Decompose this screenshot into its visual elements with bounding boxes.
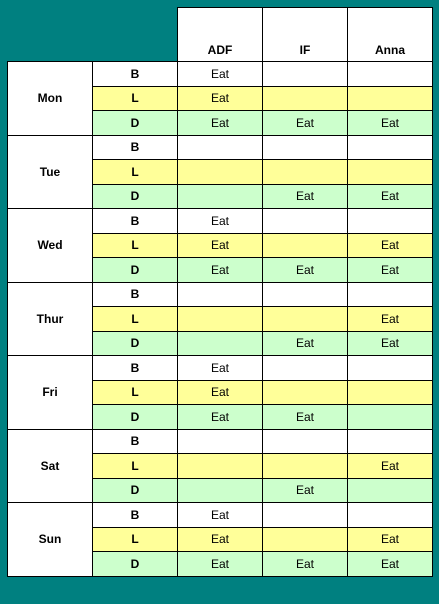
schedule-cell[interactable] <box>263 380 348 405</box>
schedule-cell[interactable] <box>348 356 433 381</box>
table-row <box>8 429 433 454</box>
schedule-cell[interactable]: Eat <box>348 331 433 356</box>
table-row <box>8 62 433 87</box>
meal-label[interactable]: B <box>93 135 178 160</box>
meal-label[interactable]: D <box>93 331 178 356</box>
schedule-cell[interactable]: Eat <box>348 111 433 136</box>
day-label-mon: Mon <box>8 62 93 136</box>
meal-label[interactable]: L <box>93 527 178 552</box>
schedule-cell[interactable] <box>263 135 348 160</box>
meal-label[interactable]: B <box>93 356 178 381</box>
schedule-cell[interactable] <box>348 405 433 430</box>
schedule-cell[interactable] <box>263 282 348 307</box>
schedule-cell[interactable]: Eat <box>348 307 433 332</box>
day-label-tue: Tue <box>8 135 93 209</box>
meal-label[interactable]: L <box>93 307 178 332</box>
schedule-cell[interactable]: Eat <box>178 86 263 111</box>
meal-label[interactable]: D <box>93 111 178 136</box>
schedule-cell[interactable] <box>263 429 348 454</box>
schedule-cell[interactable] <box>178 135 263 160</box>
column-header-adf: ADF <box>178 8 263 62</box>
meal-label[interactable]: D <box>93 405 178 430</box>
schedule-cell[interactable]: Eat <box>348 454 433 479</box>
schedule-cell[interactable]: Eat <box>263 111 348 136</box>
meal-label[interactable]: B <box>93 282 178 307</box>
schedule-cell[interactable]: Eat <box>178 258 263 283</box>
schedule-cell[interactable]: Eat <box>348 184 433 209</box>
schedule-cell[interactable]: Eat <box>178 111 263 136</box>
schedule-cell[interactable] <box>263 307 348 332</box>
schedule-cell[interactable]: Eat <box>178 233 263 258</box>
schedule-cell[interactable] <box>263 160 348 185</box>
meal-label[interactable]: L <box>93 160 178 185</box>
schedule-cell[interactable] <box>263 503 348 528</box>
schedule-cell[interactable] <box>263 454 348 479</box>
table-row <box>8 209 433 234</box>
schedule-cell[interactable]: Eat <box>263 184 348 209</box>
schedule-cell[interactable] <box>348 135 433 160</box>
table-row <box>8 356 433 381</box>
day-label-fri: Fri <box>8 356 93 430</box>
schedule-cell[interactable] <box>263 86 348 111</box>
schedule-cell[interactable] <box>178 282 263 307</box>
schedule-cell[interactable]: Eat <box>178 62 263 87</box>
schedule-cell[interactable] <box>263 356 348 381</box>
meal-label[interactable]: B <box>93 62 178 87</box>
schedule-cell[interactable]: Eat <box>178 356 263 381</box>
schedule-cell[interactable]: Eat <box>178 209 263 234</box>
schedule-cell[interactable]: Eat <box>178 380 263 405</box>
schedule-cell[interactable]: Eat <box>178 527 263 552</box>
meal-label[interactable]: D <box>93 478 178 503</box>
schedule-cell[interactable]: Eat <box>178 503 263 528</box>
meal-label[interactable]: L <box>93 454 178 479</box>
schedule-cell[interactable]: Eat <box>263 258 348 283</box>
corner-cell <box>8 8 178 62</box>
table-row <box>8 503 433 528</box>
day-label-thur: Thur <box>8 282 93 356</box>
schedule-cell[interactable] <box>348 160 433 185</box>
schedule-cell[interactable]: Eat <box>348 233 433 258</box>
schedule-cell[interactable]: Eat <box>263 552 348 577</box>
header-row <box>8 8 433 62</box>
schedule-cell[interactable] <box>178 331 263 356</box>
schedule-cell[interactable]: Eat <box>348 258 433 283</box>
schedule-cell[interactable] <box>348 209 433 234</box>
meal-label[interactable]: D <box>93 184 178 209</box>
schedule-cell[interactable] <box>178 160 263 185</box>
meal-label[interactable]: D <box>93 258 178 283</box>
schedule-cell[interactable] <box>348 380 433 405</box>
meal-label[interactable]: B <box>93 503 178 528</box>
schedule-cell[interactable] <box>178 184 263 209</box>
schedule-cell[interactable]: Eat <box>263 331 348 356</box>
meal-label[interactable]: B <box>93 429 178 454</box>
column-header-anna: Anna <box>348 8 433 62</box>
meal-label[interactable]: L <box>93 380 178 405</box>
meal-label[interactable]: B <box>93 209 178 234</box>
schedule-cell[interactable] <box>178 454 263 479</box>
schedule-cell[interactable] <box>263 62 348 87</box>
day-label-sun: Sun <box>8 503 93 577</box>
meal-label[interactable]: L <box>93 86 178 111</box>
schedule-cell[interactable]: Eat <box>263 478 348 503</box>
schedule-cell[interactable] <box>178 429 263 454</box>
schedule-cell[interactable] <box>263 209 348 234</box>
schedule-cell[interactable]: Eat <box>348 552 433 577</box>
meal-schedule-table <box>7 7 433 577</box>
schedule-cell[interactable]: Eat <box>178 405 263 430</box>
column-header-if: IF <box>263 8 348 62</box>
day-label-sat: Sat <box>8 429 93 503</box>
table-row <box>8 282 433 307</box>
schedule-cell[interactable] <box>348 86 433 111</box>
schedule-cell[interactable] <box>348 429 433 454</box>
schedule-cell[interactable]: Eat <box>178 552 263 577</box>
schedule-cell[interactable] <box>178 307 263 332</box>
schedule-cell[interactable] <box>348 503 433 528</box>
schedule-cell[interactable] <box>348 62 433 87</box>
schedule-cell[interactable] <box>348 282 433 307</box>
schedule-cell[interactable]: Eat <box>263 405 348 430</box>
schedule-cell[interactable] <box>263 527 348 552</box>
schedule-cell[interactable]: Eat <box>348 527 433 552</box>
schedule-cell[interactable] <box>178 478 263 503</box>
schedule-cell[interactable] <box>263 233 348 258</box>
meal-label[interactable]: D <box>93 552 178 577</box>
meal-label[interactable]: L <box>93 233 178 258</box>
table-row <box>8 135 433 160</box>
schedule-cell[interactable] <box>348 478 433 503</box>
day-label-wed: Wed <box>8 209 93 283</box>
